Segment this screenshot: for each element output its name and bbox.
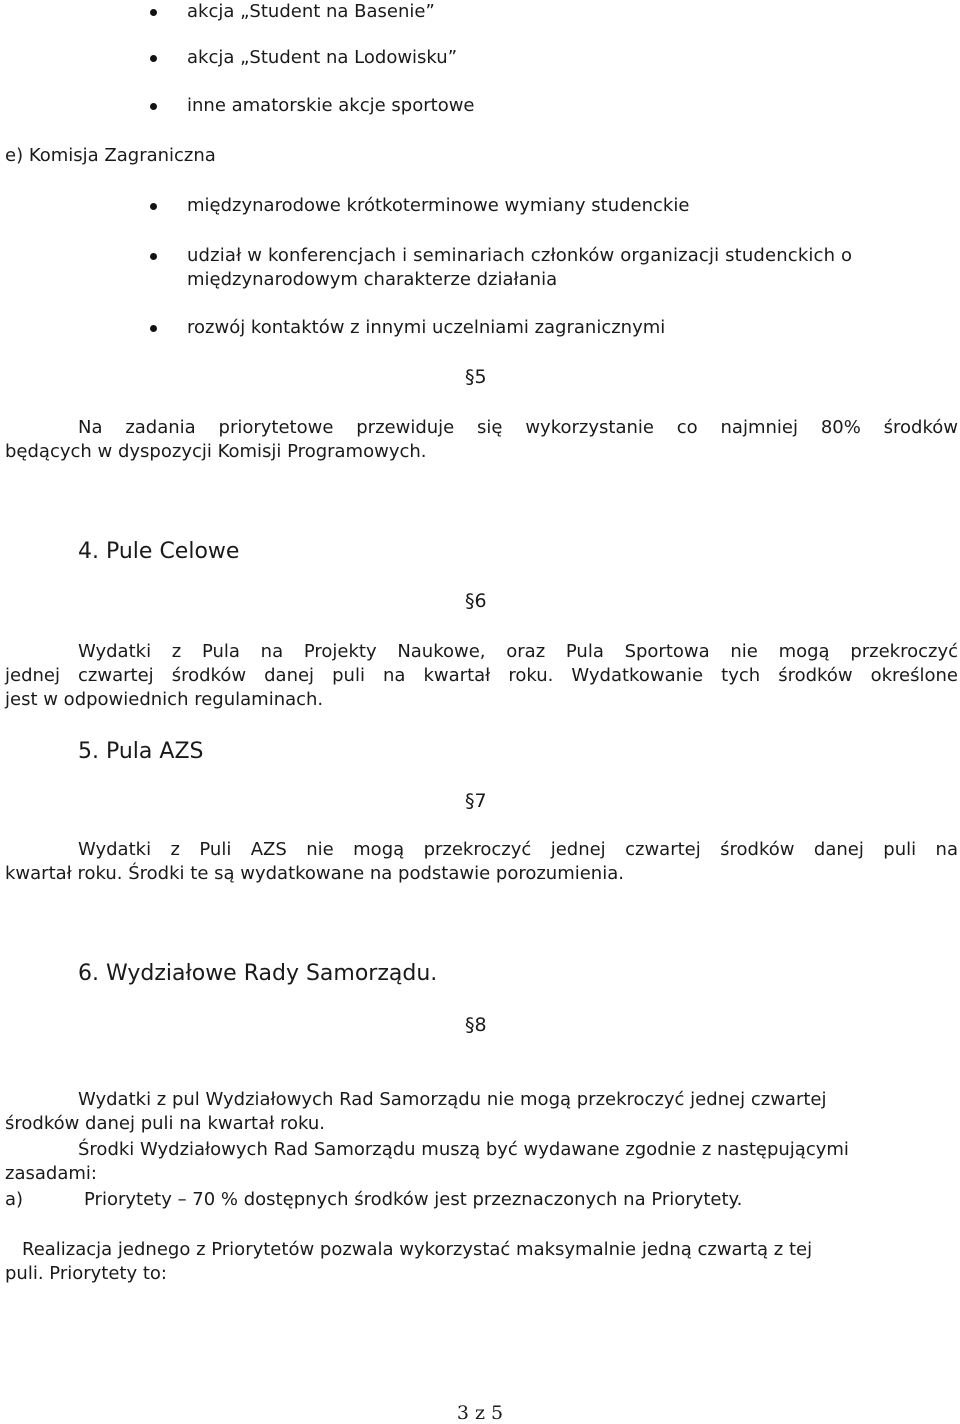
paragraph-text: kwartał roku. Środki te są wydatkowane na podstawie porozumienia.: [5, 863, 624, 884]
paragraph-text: puli. Priorytety to:: [5, 1263, 167, 1284]
paragraph-text: jednej czwartej środków danej puli na kwartał roku. Wydatkowanie tych środków określone: [5, 665, 958, 686]
list-item: udział w konferencjach i seminariach członków organizacji studenckich o: [187, 245, 853, 266]
paragraph-text: Wydatki z pul Wydziałowych Rad Samorządu nie mogą przekroczyć jednej czwartej: [78, 1089, 827, 1110]
page-indicator: 3 z 5: [456, 1402, 504, 1424]
bullet-icon: [150, 9, 157, 16]
section-heading: e) Komisja Zagraniczna: [5, 145, 216, 166]
list-item-continuation: międzynarodowym charakterze działania: [187, 269, 558, 290]
paragraph-text: środków danej puli na kwartał roku.: [5, 1113, 325, 1134]
paragraph-text: Na zadania priorytetowe przewiduje się wykorzystanie co najmniej 80% środków: [78, 417, 958, 438]
paragraph-text: Realizacja jednego z Priorytetów pozwala wykorzystać maksymalnie jedną czwartą z tej: [22, 1239, 813, 1260]
paragraph-text: jest w odpowiednich regulaminach.: [5, 689, 324, 710]
list-item: inne amatorskie akcje sportowe: [187, 95, 475, 116]
paragraph-text: Wydatki z Puli AZS nie mogą przekroczyć jednej czwartej środków danej puli na: [78, 839, 958, 860]
list-item: międzynarodowe krótkoterminowe wymiany studenckie: [187, 195, 690, 216]
list-item: rozwój kontaktów z innymi uczelniami zagranicznymi: [187, 317, 666, 338]
section-heading: 5. Pula AZS: [78, 739, 204, 764]
paragraph-text: będących w dyspozycji Komisji Programowych.: [5, 441, 427, 462]
section-heading: 4. Pule Celowe: [78, 539, 240, 564]
list-item: akcja „Student na Lodowisku”: [187, 47, 458, 68]
bullet-icon: [150, 325, 157, 332]
bullet-icon: [150, 203, 157, 210]
paragraph-mark: §6: [465, 590, 487, 612]
section-heading: 6. Wydziałowe Rady Samorządu.: [78, 961, 438, 986]
paragraph-text: Środki Wydziałowych Rad Samorządu muszą być wydawane zgodnie z następującymi: [78, 1139, 849, 1160]
paragraph-mark: §5: [465, 366, 487, 388]
bullet-icon: [150, 253, 157, 260]
list-item-label: a): [5, 1189, 24, 1210]
paragraph-mark: §7: [465, 790, 487, 812]
paragraph-text: Wydatki z Pula na Projekty Naukowe, oraz Pula Sportowa nie mogą przekroczyć: [78, 641, 958, 662]
bullet-icon: [150, 55, 157, 62]
paragraph-mark: §8: [465, 1014, 487, 1036]
list-item: Priorytety – 70 % dostępnych środków jest przeznaczonych na Priorytety.: [84, 1189, 743, 1210]
bullet-icon: [150, 103, 157, 110]
list-item: akcja „Student na Basenie”: [187, 1, 435, 22]
paragraph-text: zasadami:: [5, 1163, 97, 1184]
